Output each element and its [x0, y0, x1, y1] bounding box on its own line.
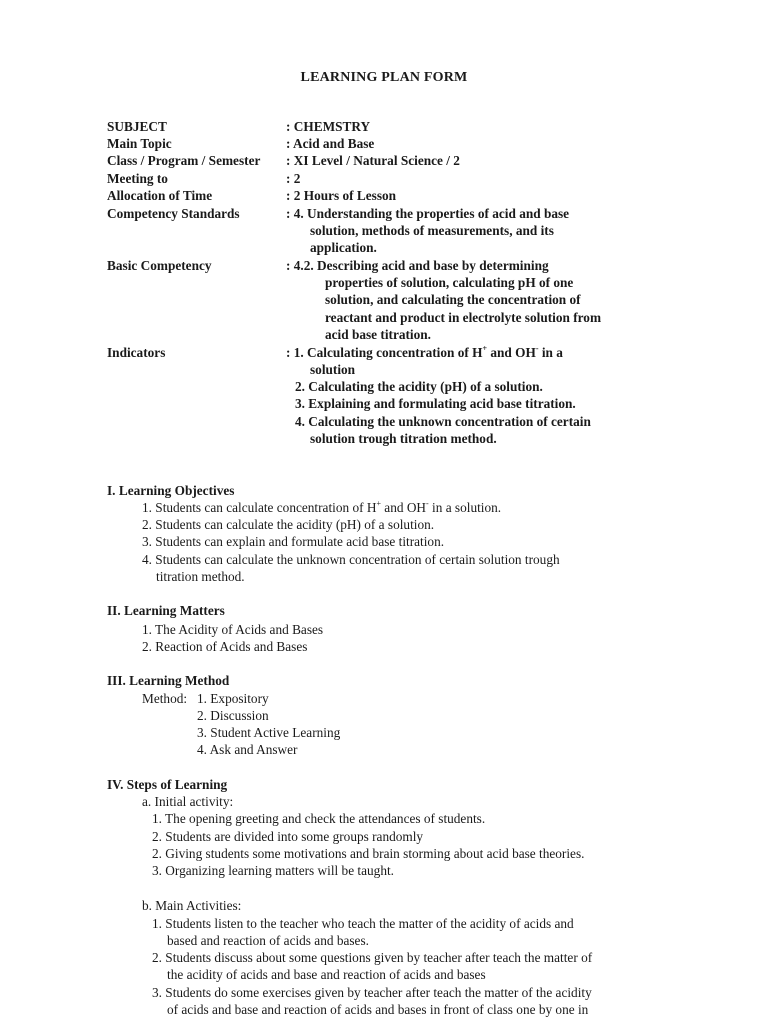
- indicator-item-cont: solution trough titration method.: [310, 431, 497, 446]
- basic-line: properties of solution, calculating pH of one: [325, 275, 574, 290]
- basic-label: Basic Competency: [107, 258, 212, 273]
- competency-line: solution, methods of measurements, and its: [310, 223, 554, 238]
- objective-text: and OH: [380, 500, 427, 515]
- indicator-text: : 1. Calculating concentration of H: [286, 345, 483, 360]
- method-item: 3. Student Active Learning: [197, 725, 341, 740]
- allocation-label: Allocation of Time: [107, 188, 213, 203]
- main-activity-item-cont: the acidity of acids and base and reaction of acids and bases: [167, 967, 486, 982]
- objective-text: 1. Students can calculate concentration of H: [142, 500, 377, 515]
- subject-label: SUBJECT: [107, 119, 167, 134]
- allocation-value: : 2 Hours of Lesson: [286, 188, 397, 203]
- matters-heading: II. Learning Matters: [107, 603, 225, 618]
- initial-activity-item: 3. Organizing learning matters will be taught.: [152, 863, 394, 878]
- main-topic-value: : Acid and Base: [286, 136, 375, 151]
- initial-activity-item: 2. Giving students some motivations and brain storming about acid base theories.: [152, 846, 585, 861]
- initial-activity-label: a. Initial activity:: [142, 794, 234, 809]
- superscript: -: [426, 498, 429, 508]
- indicator-item: 4. Calculating the unknown concentration of certain: [295, 414, 591, 429]
- initial-activity-item: 2. Students are divided into some groups randomly: [152, 829, 424, 844]
- superscript: +: [376, 498, 381, 508]
- indicator-item: 2. Calculating the acidity (pH) of a solution.: [295, 379, 543, 394]
- indicator-item: 3. Explaining and formulating acid base titration.: [295, 396, 576, 411]
- indicator-text: and OH: [487, 345, 536, 360]
- meeting-label: Meeting to: [107, 171, 168, 186]
- objective-text: in a solution.: [428, 500, 502, 515]
- method-item: 2. Discussion: [197, 708, 269, 723]
- superscript: -: [535, 343, 539, 353]
- method-item: 1. Expository: [197, 691, 269, 706]
- competency-label: Competency Standards: [107, 206, 240, 221]
- main-activity-item: 1. Students listen to the teacher who teach the matter of the acidity of acids and: [152, 916, 574, 931]
- main-activity-item: 3. Students do some exercises given by teacher after teach the matter of the acidity: [152, 985, 592, 1000]
- indicators-label: Indicators: [107, 345, 166, 360]
- main-activity-item: 2. Students discuss about some questions given by teacher after teach the matter of: [152, 950, 593, 965]
- method-item: 4. Ask and Answer: [197, 742, 298, 757]
- matter-item: 1. The Acidity of Acids and Bases: [142, 622, 324, 637]
- objective-item: 3. Students can explain and formulate acid base titration.: [142, 534, 445, 549]
- indicator-text: in a: [538, 345, 563, 360]
- matter-item: 2. Reaction of Acids and Bases: [142, 639, 308, 654]
- method-label: Method:: [142, 691, 188, 706]
- basic-line: solution, and calculating the concentration of: [325, 292, 581, 307]
- meeting-value: : 2: [286, 171, 301, 186]
- objective-item: [142, 499, 501, 516]
- class-value: : XI Level / Natural Science / 2: [286, 153, 460, 168]
- main-activity-item-cont: of acids and base and reaction of acids and bases in front of class one by one in: [167, 1002, 589, 1017]
- objective-item: 4. Students can calculate the unknown concentration of certain solution trough: [142, 552, 560, 567]
- objective-item: 2. Students can calculate the acidity (pH) of a solution.: [142, 517, 435, 532]
- indicator-item-cont: solution: [310, 362, 356, 377]
- superscript: +: [482, 343, 488, 353]
- basic-line: : 4.2. Describing acid and base by determining: [286, 258, 549, 273]
- objective-item-cont: titration method.: [156, 569, 245, 584]
- page-title: LEARNING PLAN FORM: [300, 70, 468, 85]
- basic-line: reactant and product in electrolyte solution from: [325, 310, 602, 325]
- initial-activity-item: 1. The opening greeting and check the attendances of students.: [152, 811, 486, 826]
- subject-value: : CHEMSTRY: [286, 119, 371, 134]
- method-heading: III. Learning Method: [107, 673, 230, 688]
- main-activities-label: b. Main Activities:: [142, 898, 242, 913]
- class-label: Class / Program / Semester: [107, 153, 261, 168]
- basic-line: acid base titration.: [325, 327, 431, 342]
- main-activity-item-cont: based and reaction of acids and bases.: [167, 933, 369, 948]
- competency-line: : 4. Understanding the properties of acid and base: [286, 206, 570, 221]
- main-topic-label: Main Topic: [107, 136, 172, 151]
- indicator-item: [286, 344, 563, 361]
- objectives-heading: I. Learning Objectives: [107, 483, 235, 498]
- steps-heading: IV. Steps of Learning: [107, 777, 228, 792]
- competency-line: application.: [310, 240, 377, 255]
